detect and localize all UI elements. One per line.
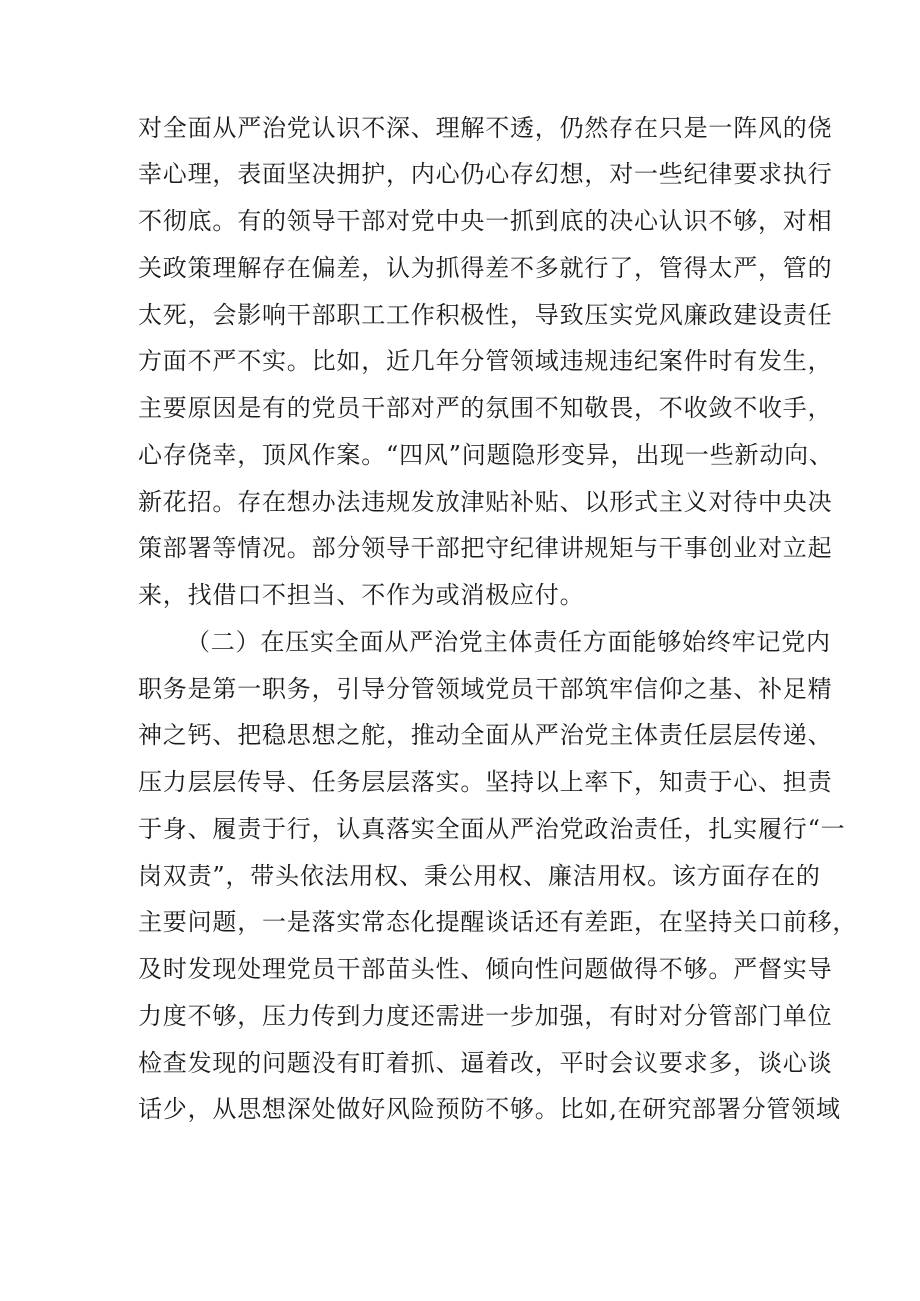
text-line: 新花招。存在想办法违规发放津贴补贴、以形式主义对待中央决 [138, 488, 833, 516]
text-line: 方面不严不实。比如，近几年分管领域违规违纪案件时有发生， [138, 347, 833, 375]
text-line: 力度不够，压力传到力度还需进一步加强，有时对分管部门单位 [138, 1002, 833, 1030]
text-line: 检查发现的问题没有盯着抓、逼着改，平时会议要求多，谈心谈 [138, 1049, 833, 1077]
text-line: 话少，从思想深处做好风险预防不够。比如,在研究部署分管领域 [138, 1095, 841, 1123]
text-line: 神之钙、把稳思想之舵，推动全面从严治党主体责任层层传递、 [138, 721, 833, 749]
text-line: 主要原因是有的党员干部对严的氛围不知敬畏，不收敛不收手， [138, 394, 833, 422]
text-line: 压力层层传导、任务层层落实。坚持以上率下，知责于心、担责 [138, 768, 833, 796]
text-line: 岗双责”，带头依法用权、秉公用权、廉洁用权。该方面存在的 [138, 862, 821, 890]
text-line: 及时发现处理党员干部苗头性、倾向性问题做得不够。严督实导 [138, 955, 833, 983]
text-line: 不彻底。有的领导干部对党中央一抓到底的决心认识不够，对相 [138, 207, 833, 235]
text-line: 对全面从严治党认识不深、理解不透，仍然存在只是一阵风的侥 [138, 114, 833, 142]
text-line: 主要问题，一是落实常态化提醒谈话还有差距，在坚持关口前移， [138, 908, 858, 936]
text-line: 于身、履责于行，认真落实全面从严治党政治责任，扎实履行“一 [138, 815, 846, 843]
text-line: 幸心理，表面坚决拥护，内心仍心存幻想，对一些纪律要求执行 [138, 160, 833, 188]
text-line: 职务是第一职务，引导分管领域党员干部筑牢信仰之基、补足精 [138, 675, 833, 703]
text-line: 关政策理解存在偏差，认为抓得差不多就行了，管得太严，管的 [138, 254, 833, 282]
text-line: 太死，会影响干部职工工作积极性，导致压实党风廉政建设责任 [138, 301, 833, 329]
section-heading-line: （二）在压实全面从严治党主体责任方面能够始终牢记党内 [186, 628, 831, 656]
text-line: 策部署等情况。部分领导干部把守纪律讲规矩与干事创业对立起 [138, 534, 833, 562]
text-line: 心存侥幸，顶风作案。“四风”问题隐形变异，出现一些新动向、 [138, 441, 834, 469]
text-line: 来，找借口不担当、不作为或消极应付。 [138, 581, 585, 609]
